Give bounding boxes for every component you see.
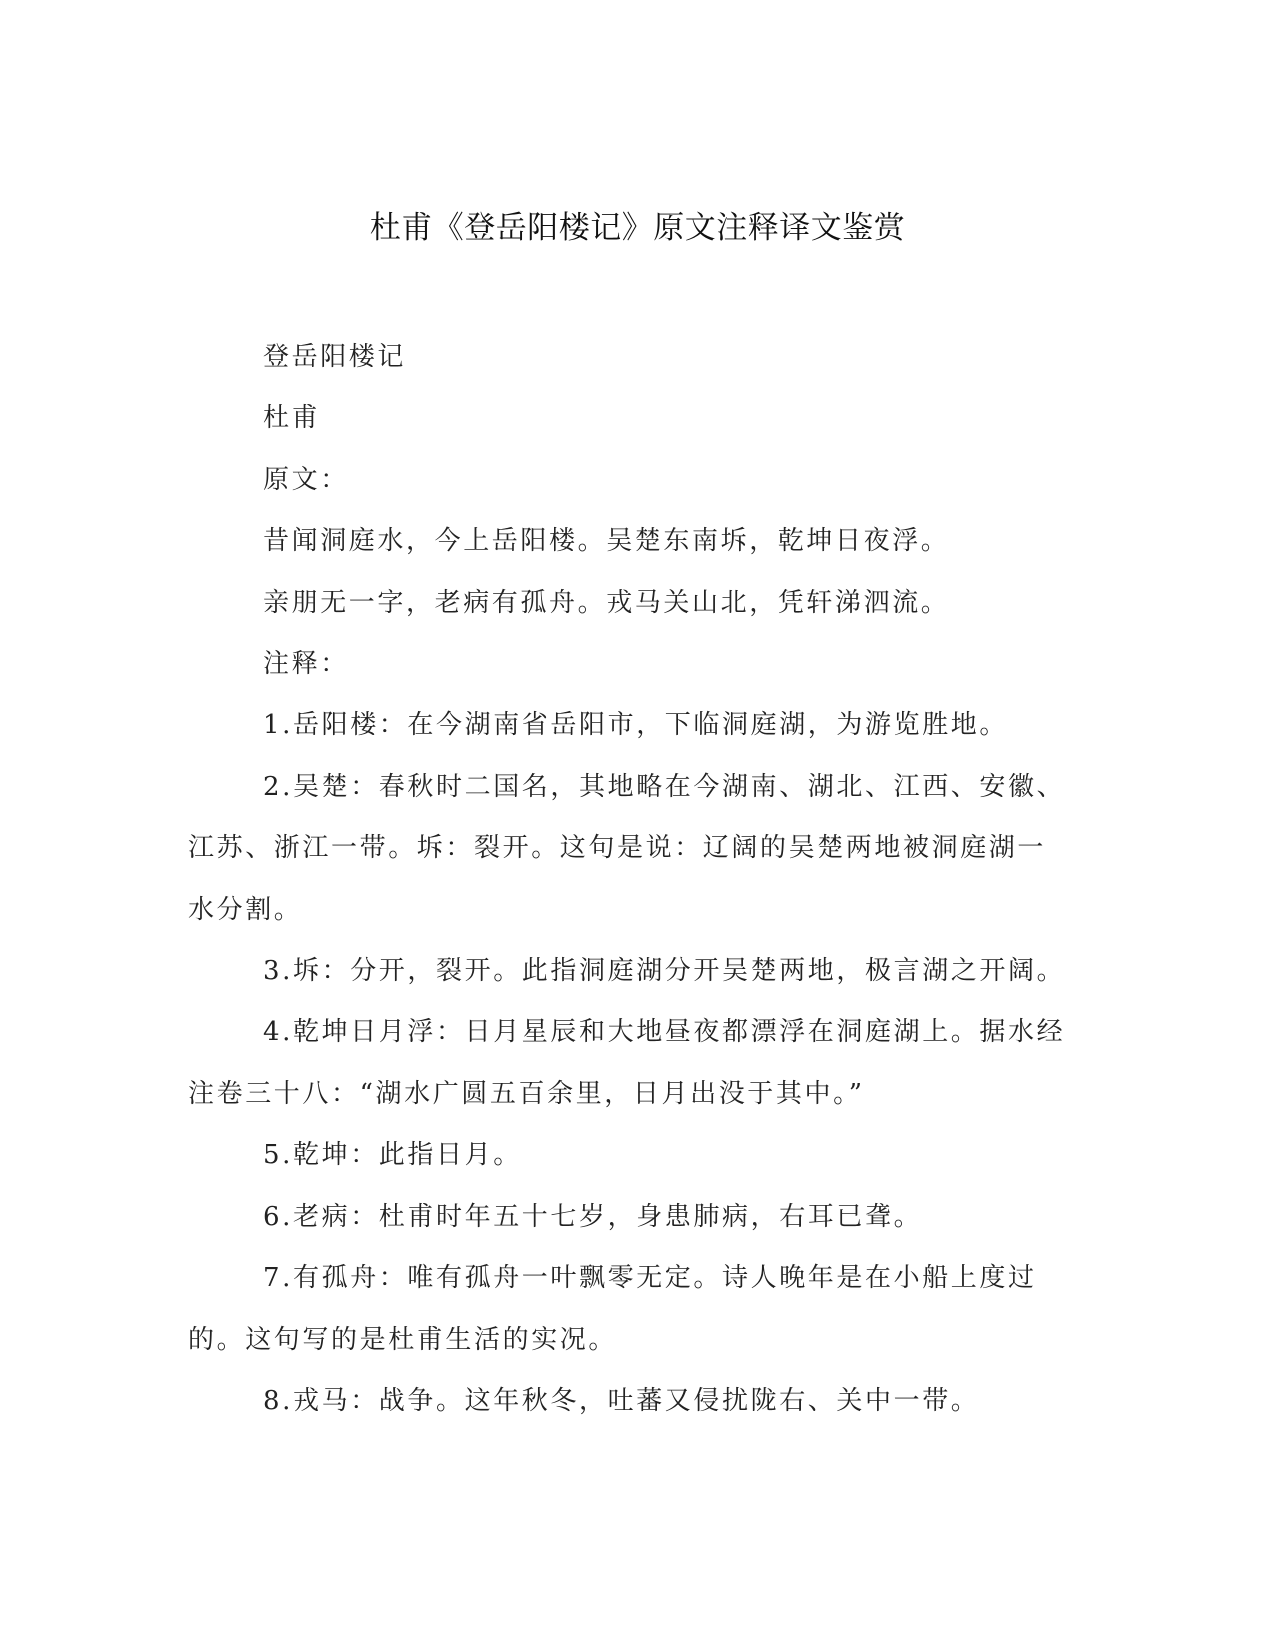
section-heading-notes: 注释：	[263, 649, 349, 680]
section-heading-original: 原文：	[263, 464, 349, 495]
document-title: 杜甫《登岳阳楼记》原文注释译文鉴赏	[369, 210, 906, 246]
note-7: 7.有孤舟：唯有孤舟一叶飘零无定。诗人晚年是在小船上度过的。这句写的是杜甫生活的实况。	[188, 1263, 1037, 1355]
note-1: 1.岳阳楼：在今湖南省岳阳市，下临洞庭湖，为游览胜地。	[263, 710, 1009, 741]
poem-line-2: 亲朋无一字，老病有孤舟。戎马关山北，凭轩涕泗流。	[263, 587, 950, 618]
note-5: 5.乾坤：此指日月。	[263, 1140, 522, 1171]
document-body	[188, 327, 1068, 1432]
note-4: 4.乾坤日月浮：日月星辰和大地昼夜都漂浮在洞庭湖上。据水经注卷三十八：“湖水广圆五百余里，日月出没于其中。”	[188, 1017, 1066, 1109]
note-2: 2.吴楚：春秋时二国名，其地略在今湖南、湖北、江西、安徽、江苏、浙江一带。坼：裂开。这句是说：辽阔的吴楚两地被洞庭湖一水分割。	[188, 771, 1066, 925]
poem-author: 杜甫	[263, 403, 321, 434]
poem-title: 登岳阳楼记	[263, 342, 407, 372]
poem-line-1: 昔闻洞庭水，今上岳阳楼。吴楚东南坼，乾坤日夜浮。	[263, 526, 950, 557]
note-6: 6.老病：杜甫时年五十七岁，身患肺病，右耳已聋。	[263, 1201, 923, 1232]
note-3: 3.坼：分开，裂开。此指洞庭湖分开吴楚两地，极言湖之开阔。	[263, 956, 1066, 987]
note-8: 8.戎马：战争。这年秋冬，吐蕃又侵扰陇右、关中一带。	[263, 1385, 980, 1416]
